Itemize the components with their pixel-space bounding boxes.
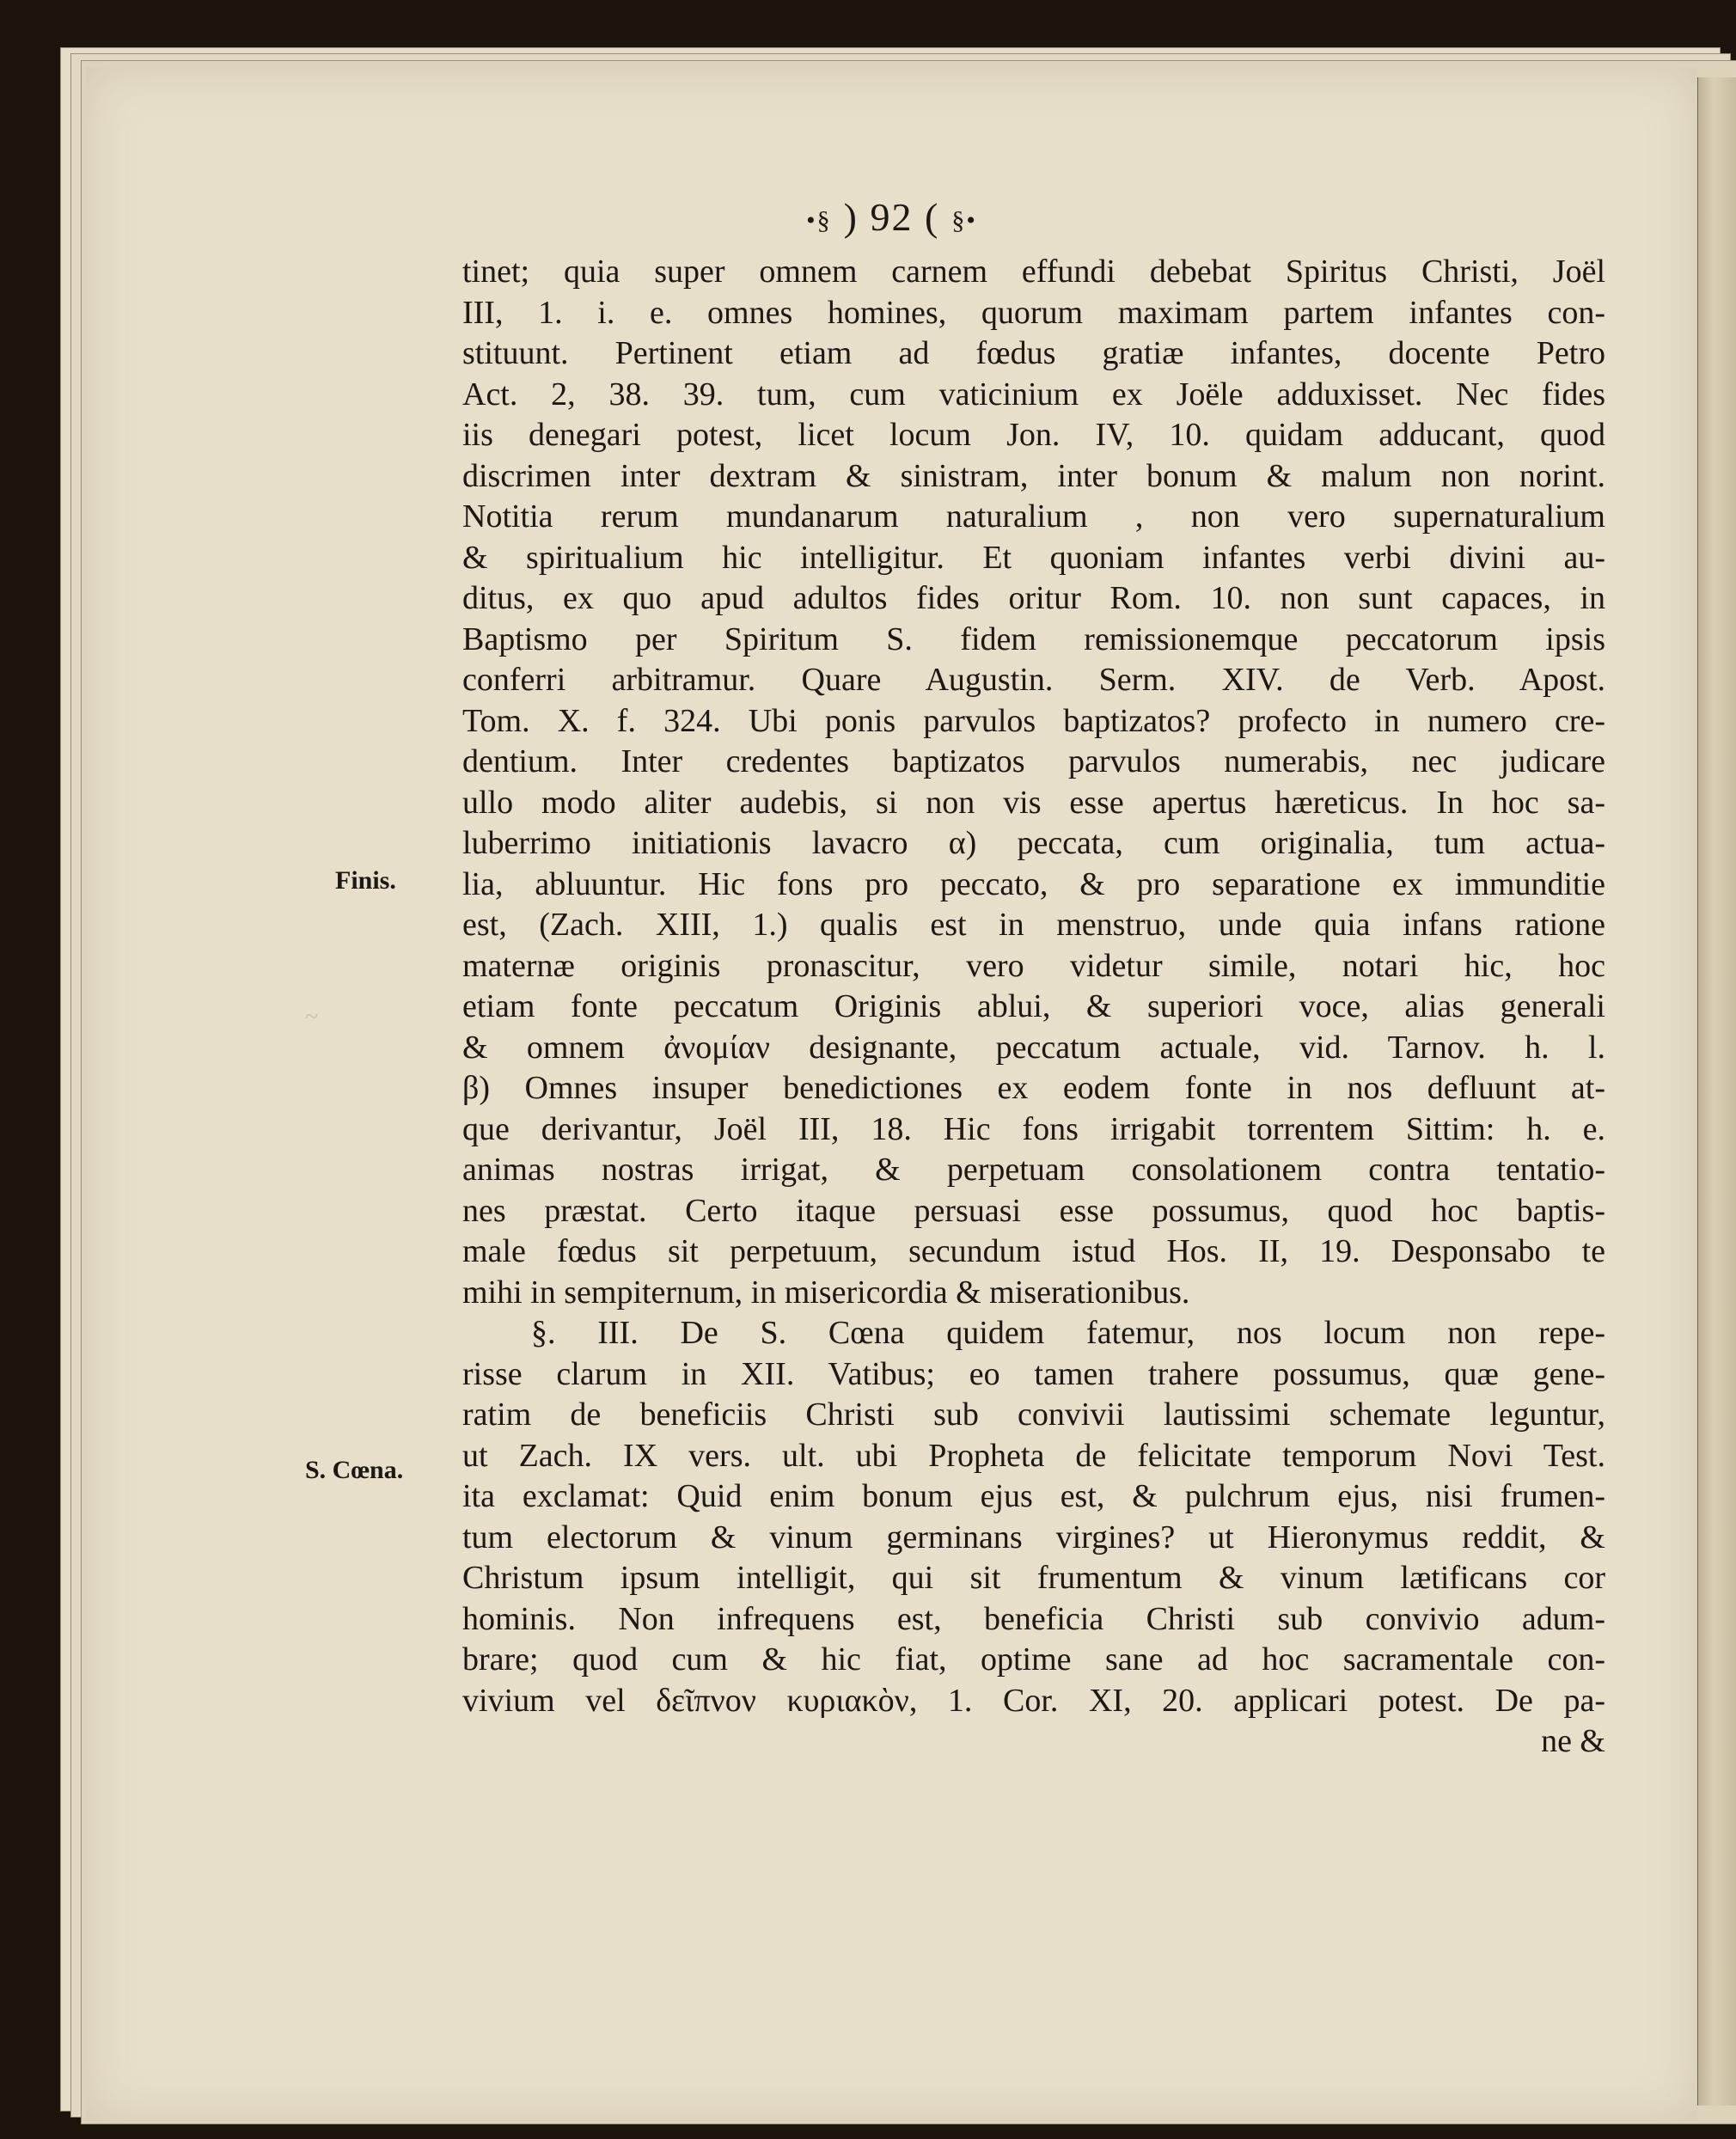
margin-note-coena: S. Cœna. <box>305 1456 404 1484</box>
left-ornament: •§ <box>806 206 832 235</box>
body-text <box>462 252 1605 1763</box>
section-heading-line: §. III. De S. Cœna quidem fatemur, nos locum non repe- <box>531 1315 1605 1351</box>
text-line: hominis. Non infrequens est, beneficia Christi sub convivio adum- <box>462 1600 1605 1637</box>
text-line: ita exclamat: Quid enim bonum ejus est, & pulchrum ejus, nisi frumen- <box>462 1478 1605 1514</box>
text-line: maternæ originis pronascitur, vero videtur simile, notari hic, hoc <box>462 947 1605 984</box>
text-line: discrimen inter dextram & sinistram, inter bonum & malum non norint. <box>462 457 1605 494</box>
text-line: iis denegari potest, licet locum Jon. IV, 10. quidam adducant, quod <box>462 417 1605 453</box>
text-line: nes præstat. Certo itaque persuasi esse possumus, quod hoc baptis- <box>462 1192 1605 1229</box>
text-line: que derivantur, Joël III, 18. Hic fons irrigabit torrentem Sittim: h. e. <box>462 1110 1605 1147</box>
text-line: tum electorum & vinum germinans virgines? ut Hieronymus reddit, & <box>462 1519 1605 1555</box>
text-line: & spiritualium hic intelligitur. Et quoniam infantes verbi divini au- <box>462 539 1605 576</box>
text-line: III, 1. i. e. omnes homines, quorum maximam partem infantes con- <box>462 294 1605 331</box>
text-line: luberrimo initiationis lavacro α) peccata, cum originalia, tum actua- <box>462 825 1605 861</box>
right-ornament: §• <box>951 206 977 235</box>
running-head <box>86 194 1697 240</box>
text-line: est, (Zach. XIII, 1.) qualis est in menstruo, unde quia infans ratione <box>462 907 1605 943</box>
text-line: conferri arbitramur. Quare Augustin. Serm. XIV. de Verb. Apost. <box>462 662 1605 698</box>
text-line: & omnem ἀνομίαν designante, peccatum actuale, vid. Tarnov. h. l. <box>462 1029 1605 1066</box>
text-line: β) Omnes insuper benedictiones ex eodem fonte in nos defluunt at- <box>462 1070 1605 1106</box>
text-line: ullo modo aliter audebis, si non vis esse apertus hæreticus. In hoc sa- <box>462 784 1605 821</box>
text-line: vivium vel δεῖπνον κυριακὸν, 1. Cor. XI, 20. applicari potest. De pa- <box>462 1682 1605 1719</box>
text-line: risse clarum in XII. Vatibus; eo tamen trahere possumus, quæ gene- <box>462 1355 1605 1392</box>
text-line: brare; quod cum & hic fiat, optime sane ad hoc sacramentale con- <box>462 1641 1605 1678</box>
text-line: ut Zach. IX vers. ult. ubi Propheta de felicitate temporum Novi Test. <box>462 1437 1605 1474</box>
page-number: ) 92 ( <box>843 195 940 239</box>
text-line: Baptismo per Spiritum S. fidem remissionemque peccatorum ipsis <box>462 620 1605 657</box>
text-line: stituunt. Pertinent etiam ad fœdus gratiæ infantes, docente Petro <box>462 335 1605 371</box>
text-line: lia, abluuntur. Hic fons pro peccato, & pro separatione ex immunditie <box>462 865 1605 902</box>
show-through-mark: ~ <box>305 1004 319 1030</box>
catchword-line: ne & <box>1541 1723 1605 1759</box>
text-line: etiam fonte peccatum Originis ablui, & superiori voce, alias generali <box>462 988 1605 1024</box>
text-line: male fœdus sit perpetuum, secundum istud Hos. II, 19. Desponsabo te <box>462 1233 1605 1269</box>
book-page <box>86 67 1697 2121</box>
text-line: ditus, ex quo apud adultos fides oritur Rom. 10. non sunt capaces, in <box>462 580 1605 616</box>
text-line: tinet; quia super omnem carnem effundi debebat Spiritus Christi, Joël <box>462 254 1605 290</box>
text-line: Act. 2, 38. 39. tum, cum vaticinium ex Joële adduxisset. Nec fides <box>462 376 1605 413</box>
text-line: ratim de beneficiis Christi sub convivii lautissimi schemate leguntur, <box>462 1396 1605 1433</box>
text-line: mihi in sempiternum, in misericordia & miserationibus. <box>462 1274 1190 1311</box>
text-line: dentium. Inter credentes baptizatos parvulos numerabis, nec judicare <box>462 743 1605 779</box>
margin-note-finis: Finis. <box>335 866 396 895</box>
text-line: animas nostras irrigat, & perpetuam consolationem contra tentatio- <box>462 1152 1605 1188</box>
text-line: Christum ipsum intelligit, qui sit frumentum & vinum lætificans cor <box>462 1560 1605 1596</box>
text-line: Tom. X. f. 324. Ubi ponis parvulos baptizatos? profecto in numero cre- <box>462 702 1605 739</box>
text-line: Notitia rerum mundanarum naturalium , non vero supernaturalium <box>462 498 1605 535</box>
next-page-edge <box>1697 77 1736 2105</box>
